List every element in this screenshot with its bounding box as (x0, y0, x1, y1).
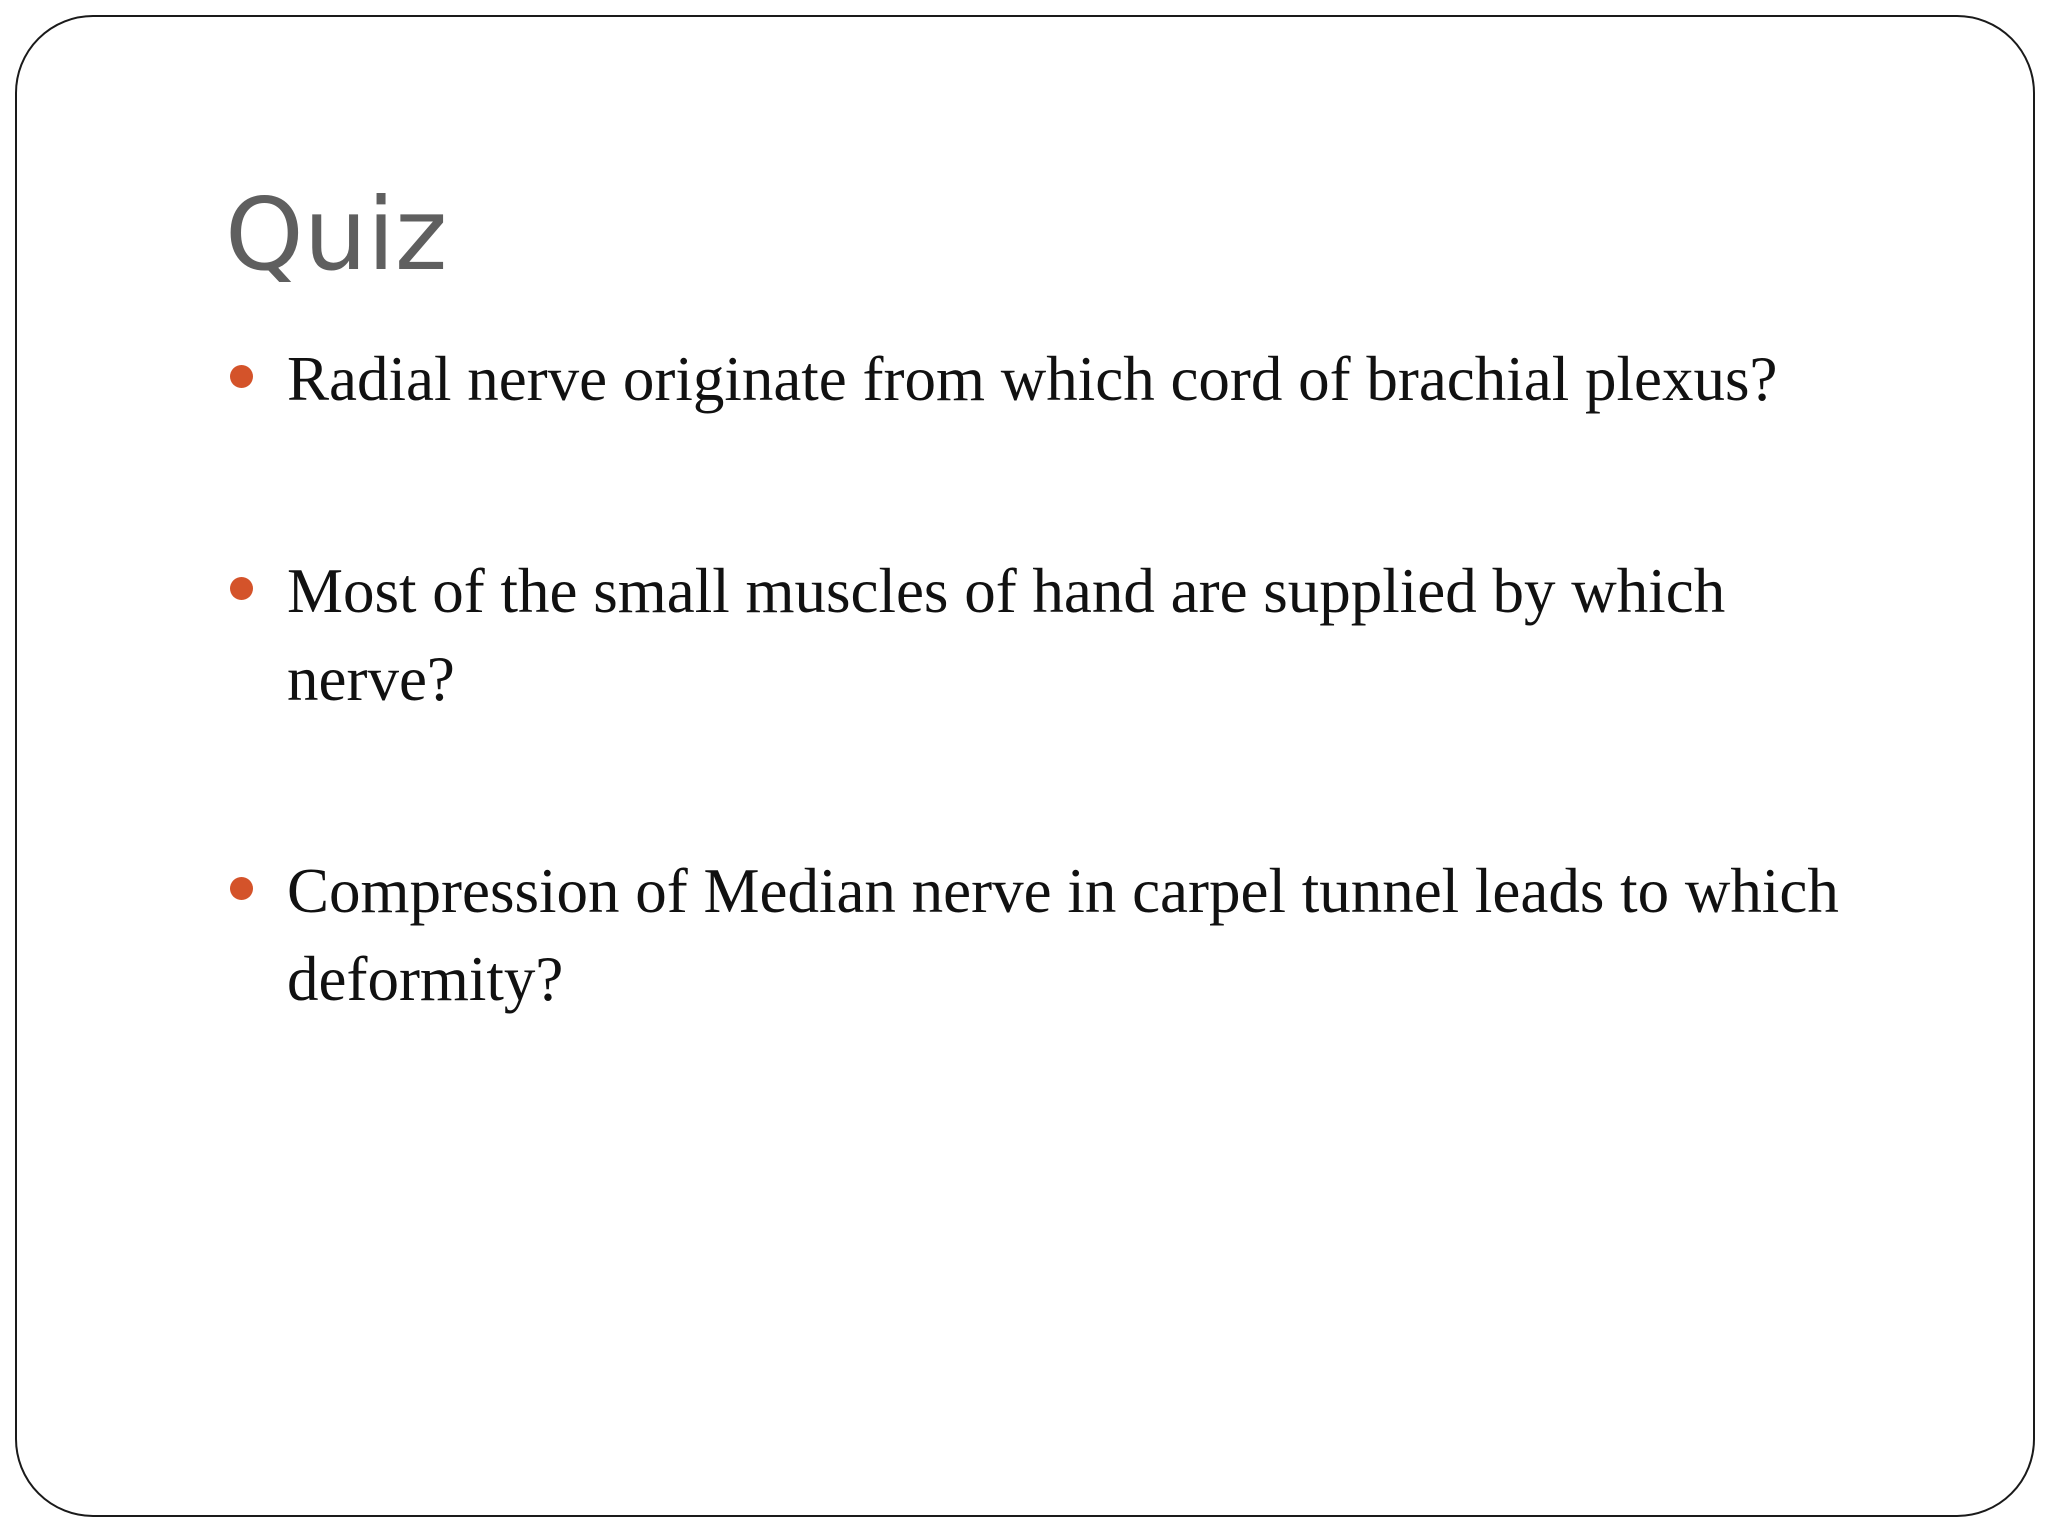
question-text-2: Most of the small muscles of hand are supplied by which nerve? (287, 556, 1726, 714)
bullet-dot-icon (230, 877, 253, 900)
question-text-3: Compression of Median nerve in carpel tunnel leads to which deformity? (287, 856, 1839, 1014)
question-item-2 (225, 547, 1885, 723)
question-text-1: Radial nerve originate from which cord of brachial plexus? (287, 344, 1778, 414)
question-list (225, 335, 1885, 1023)
question-item-1 (225, 335, 1885, 423)
question-item-3 (225, 847, 1885, 1023)
bullet-dot-icon (230, 577, 253, 600)
bullet-dot-icon (230, 365, 253, 388)
slide-title: Quiz (225, 176, 448, 293)
